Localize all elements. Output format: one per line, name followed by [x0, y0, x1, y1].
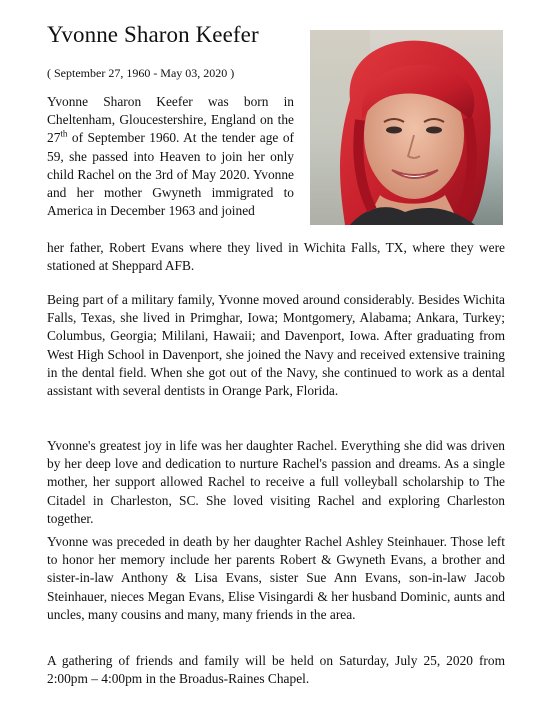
- paragraph-1-sup: th: [60, 128, 68, 139]
- paragraph-2: Being part of a military family, Yvonne moved around considerably. Besides Wichita Falls, Texas, she lived in Primghar, Iowa; Montgomery, Alabama; Ankara, Turkey; Columbus, Georgia; Mililani, Hawaii; and Davenport, Iowa. After graduating from West High School in Davenport, she joined the Navy and received extensive training in the dental field. When she got out of the Navy, she continued to work as a dental assistant with several dentists in Orange Park, Florida.: [47, 292, 505, 399]
- paragraph-5: A gathering of friends and family will be held on Saturday, July 25, 2020 from 2:00pm – 4:00pm in the Broadus-Raines Chapel.: [47, 653, 505, 687]
- portrait-photo: [310, 30, 503, 225]
- obituary-name: Yvonne Sharon Keefer: [47, 22, 259, 47]
- paragraph-1-part2: of September 1960. At the tender age of 59, she passed into Heaven to join her only child Rachel on the 3rd of May 2020. Yvonne and her mother Gwyneth immigrated to America in December 1963 and joined: [47, 130, 294, 219]
- paragraph-3: Yvonne's greatest joy in life was her daughter Rachel. Everything she did was driven by her deep love and dedication to nurture Rachel's passion and dreams. As a single mother, her support allowed Rachel to receive a full volleyball scholarship to The Citadel in Charleston, SC. She loved visiting Rachel and exploring Charleston together.: [47, 438, 505, 526]
- paragraph-1: [47, 93, 294, 220]
- paragraph-4: Yvonne was preceded in death by her daughter Rachel Ashley Steinhauer. Those left to honor her memory include her parents Robert & Gwyneth Evans, a brother and sister-in-law Anthony & Lisa Evans, sister Sue Ann Evans, son-in-law Jacob Steinhauer, nieces Megan Evans, Elise Visingardi & her husband Dominic, aunts and uncles, many cousins and many, many friends in the area.: [47, 534, 505, 622]
- paragraph-1-continuation: her father, Robert Evans where they lived in Wichita Falls, TX, where they were stationed at Sheppard AFB.: [47, 240, 505, 274]
- paragraph-1-part1: Yvonne Sharon Keefer was born in Cheltenham, Gloucestershire, England on the 27: [47, 94, 294, 146]
- life-dates: ( September 27, 1960 - May 03, 2020 ): [47, 66, 235, 80]
